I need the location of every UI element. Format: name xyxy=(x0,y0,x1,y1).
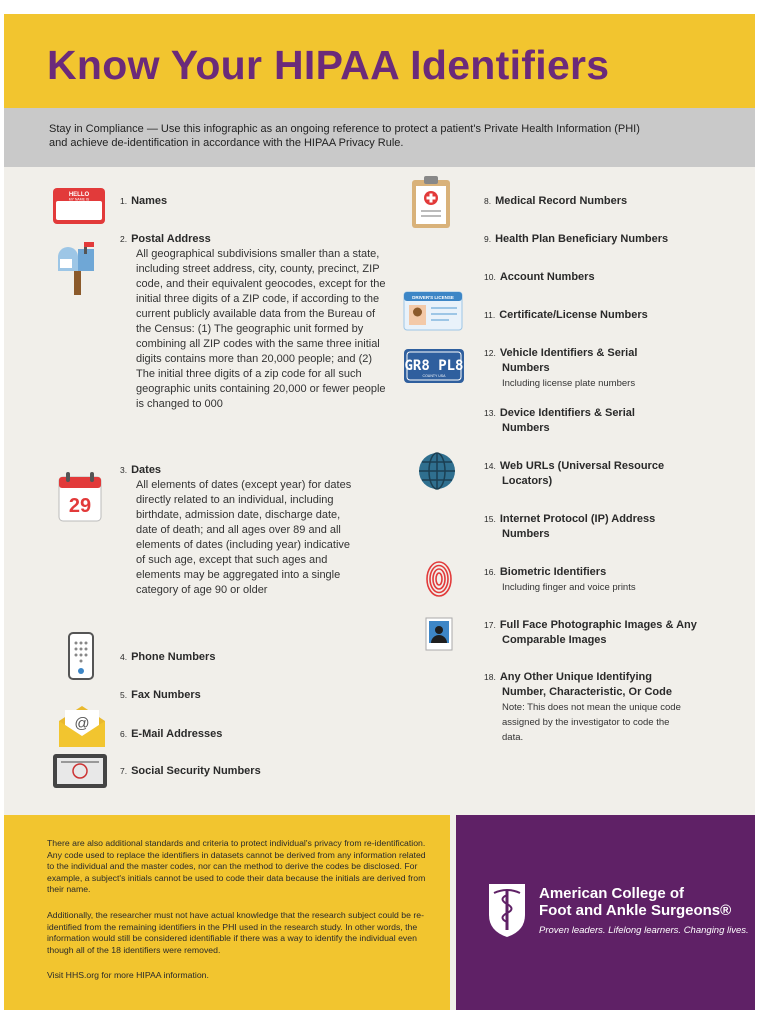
header-banner xyxy=(4,14,755,108)
plate-subtext: COUNTY USA xyxy=(422,374,446,378)
item-title: Internet Protocol (IP) Address Numbers xyxy=(499,513,656,540)
identifier-item-7 xyxy=(120,764,380,779)
footer-paragraph-2: Additionally, the researcher must not have actual knowledge that the research subject could be re-identified from the remaining identifiers in the PHI used in the research study. In other words, the information would still be considered identifiable if there was a way to identify the individual even though all of the 18 identifiers were removed. xyxy=(47,910,424,955)
item-title: Biometric Identifiers xyxy=(499,566,607,578)
item-number: 8. xyxy=(484,196,492,206)
item-title: Certificate/License Numbers xyxy=(499,309,648,321)
item-number: 14. xyxy=(484,461,496,471)
item-title: Health Plan Beneficiary Numbers xyxy=(495,233,669,245)
identifier-item-3 xyxy=(120,463,360,598)
footer-paragraph-1: There are also additional standards and criteria to protect individual's privacy from re-identification. Any code used to replace the identifiers in datasets cannot be derived from any information related to the individual and the master codes, nor can the method to derive the codes be disclosed. For example, a subject's initials cannot be used to code their data because the initials are derived from their name. xyxy=(47,838,426,894)
org-name-line-1: American College of xyxy=(539,885,685,902)
item-number: 2. xyxy=(120,234,128,244)
license-plate-icon xyxy=(402,347,466,385)
item-number: 16. xyxy=(484,567,496,577)
fingerprint-icon xyxy=(424,559,454,599)
mailbox-icon xyxy=(54,239,102,297)
item-note: Including finger and voice prints xyxy=(502,582,636,593)
identifier-item-6 xyxy=(120,727,380,742)
footer-brand-panel xyxy=(456,815,755,1010)
subtitle-text: Stay in Compliance — Use this infographic as an ongoing reference to protect a patient's Private Health Information (PHI) and achieve de-identification in accordance with the HIPAA Privacy Rule. xyxy=(49,123,640,149)
acfas-logo-icon xyxy=(486,881,528,939)
item-number: 1. xyxy=(120,196,128,206)
item-title: Dates xyxy=(131,464,162,476)
item-number: 10. xyxy=(484,272,496,282)
item-title: Postal Address xyxy=(131,233,211,245)
email-at-symbol: @ xyxy=(74,715,90,732)
item-title: Vehicle Identifiers & Serial Numbers xyxy=(499,347,638,374)
identifier-item-18 xyxy=(484,670,699,745)
identifier-item-17 xyxy=(484,618,714,648)
item-note: Note: This does not mean the unique code assigned by the investigator to code the data. xyxy=(502,702,681,743)
clipboard-icon xyxy=(409,174,453,230)
identifier-item-2 xyxy=(120,232,390,412)
identifier-item-10 xyxy=(484,270,724,285)
item-title: Names xyxy=(131,195,168,207)
hello-label: HELLO xyxy=(68,192,90,198)
calendar-day: 29 xyxy=(68,495,92,517)
item-title: Device Identifiers & Serial Numbers xyxy=(499,407,635,434)
item-number: 18. xyxy=(484,672,496,682)
identifier-item-8 xyxy=(484,194,724,209)
item-title: Phone Numbers xyxy=(131,651,216,663)
item-number: 7. xyxy=(120,766,128,776)
item-title: Any Other Unique Identifying Number, Characteristic, Or Code xyxy=(499,671,672,698)
item-number: 15. xyxy=(484,514,496,524)
item-number: 6. xyxy=(120,729,128,739)
item-number: 17. xyxy=(484,620,496,630)
phone-icon xyxy=(67,631,95,681)
identifier-item-15 xyxy=(484,512,699,542)
photo-icon xyxy=(425,617,453,651)
item-title: Full Face Photographic Images & Any Comparable Images xyxy=(499,619,697,646)
item-number: 11. xyxy=(484,310,496,320)
item-title: Web URLs (Universal Resource Locators) xyxy=(499,460,665,487)
name-tag-icon xyxy=(51,186,107,226)
org-tagline: Proven leaders. Lifelong learners. Changing lives. xyxy=(539,925,749,936)
item-note: Including license plate numbers xyxy=(502,378,636,389)
identifier-item-4 xyxy=(120,650,380,665)
identifier-item-1 xyxy=(120,194,380,209)
license-header: DRIVER'S LICENSE xyxy=(412,295,454,300)
identifier-item-11 xyxy=(484,308,724,323)
footer-info-panel xyxy=(4,815,450,1010)
identifier-item-9 xyxy=(484,232,724,247)
my-name-is-label: MY NAME IS xyxy=(68,197,90,202)
org-name-line-2: Foot and Ankle Surgeons® xyxy=(539,902,732,919)
item-number: 4. xyxy=(120,652,128,662)
subtitle-banner xyxy=(4,108,755,167)
drivers-license-icon xyxy=(402,290,464,332)
item-number: 12. xyxy=(484,348,496,358)
item-title: Social Security Numbers xyxy=(131,765,261,777)
footer-link-text: Visit HHS.org for more HIPAA information. xyxy=(47,970,209,980)
item-number: 3. xyxy=(120,465,128,475)
identifier-item-13 xyxy=(484,406,659,436)
page-title: Know Your HIPAA Identifiers xyxy=(47,42,610,88)
item-title: Medical Record Numbers xyxy=(495,195,628,207)
item-title: Fax Numbers xyxy=(131,689,201,701)
identifier-item-16 xyxy=(484,565,699,595)
identifier-item-5 xyxy=(120,688,380,703)
infographic-page xyxy=(4,14,755,1010)
item-number: 9. xyxy=(484,234,492,244)
social-security-card-icon xyxy=(51,752,109,790)
globe-icon xyxy=(417,451,457,491)
item-number: 5. xyxy=(120,690,128,700)
item-title: E-Mail Addresses xyxy=(131,728,223,740)
plate-text: GR8 PL8 xyxy=(404,358,464,374)
envelope-icon xyxy=(56,703,108,749)
calendar-icon xyxy=(56,469,104,527)
item-title: Account Numbers xyxy=(499,271,595,283)
identifier-item-12 xyxy=(484,346,659,391)
item-description: All elements of dates (except year) for dates directly related to an individual, including birthdate, admission date, discharge date, date of death; and all ages over 89 and all elements of dates (including year) indicative of such age, except that such ages and elements may be aggregated into a single category of age 90 or older xyxy=(136,479,352,596)
org-name xyxy=(539,885,731,919)
item-description: All geographical subdivisions smaller than a state, including street address, city, county, precinct, ZIP code, and their equivalent geocodes, except for the initial three digits of a ZIP code, if according to the current publicly available data from the Bureau of the Census: (1) The geographic unit formed by combining all ZIP codes with the same three initial digits contains more than 20,000 people; and (2) The initial three digits of a zip code for all such geographic units containing 20,000 or fewer people is changed to 000 xyxy=(136,248,386,410)
item-number: 13. xyxy=(484,408,496,418)
identifier-item-14 xyxy=(484,459,704,489)
